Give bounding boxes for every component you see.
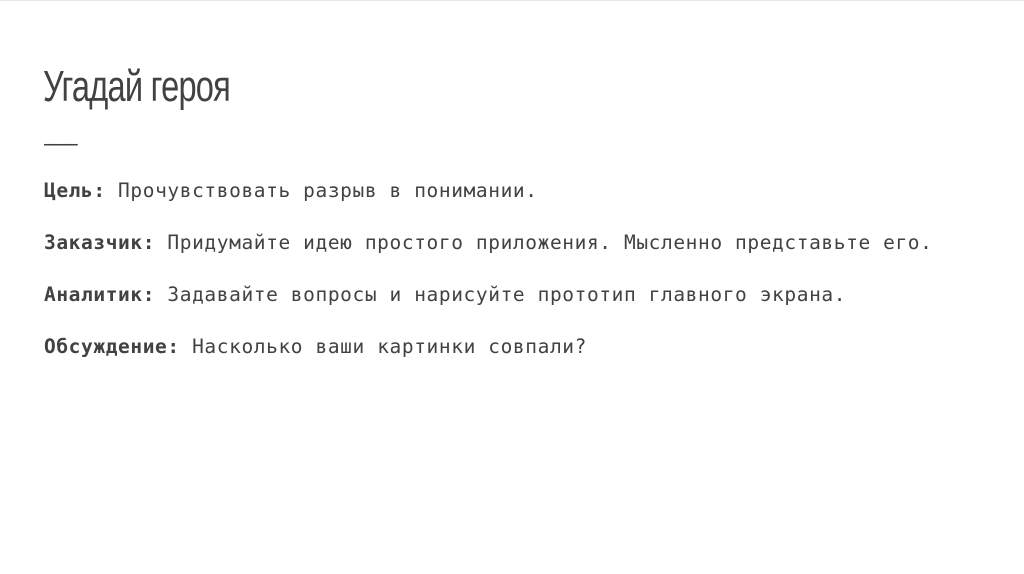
slide-body xyxy=(44,173,944,381)
analyst-label: Аналитик: xyxy=(44,283,156,306)
discussion-paragraph xyxy=(44,329,944,365)
goal-text: Прочувствовать разрыв в понимании. xyxy=(105,179,538,202)
customer-label: Заказчик: xyxy=(44,231,156,254)
goal-paragraph xyxy=(44,173,944,209)
analyst-text: Задавайте вопросы и нарисуйте прототип главного экрана. xyxy=(155,283,847,306)
customer-text: Придумайте идею простого приложения. Мысленно представьте его. xyxy=(155,231,933,254)
title-divider: ——— xyxy=(44,132,75,157)
discussion-text: Насколько ваши картинки совпали? xyxy=(179,335,587,358)
goal-label: Цель: xyxy=(44,179,106,202)
discussion-label: Обсуждение: xyxy=(44,335,180,358)
customer-paragraph xyxy=(44,225,944,261)
analyst-paragraph xyxy=(44,277,944,313)
slide-title: Угадай героя xyxy=(43,62,231,111)
